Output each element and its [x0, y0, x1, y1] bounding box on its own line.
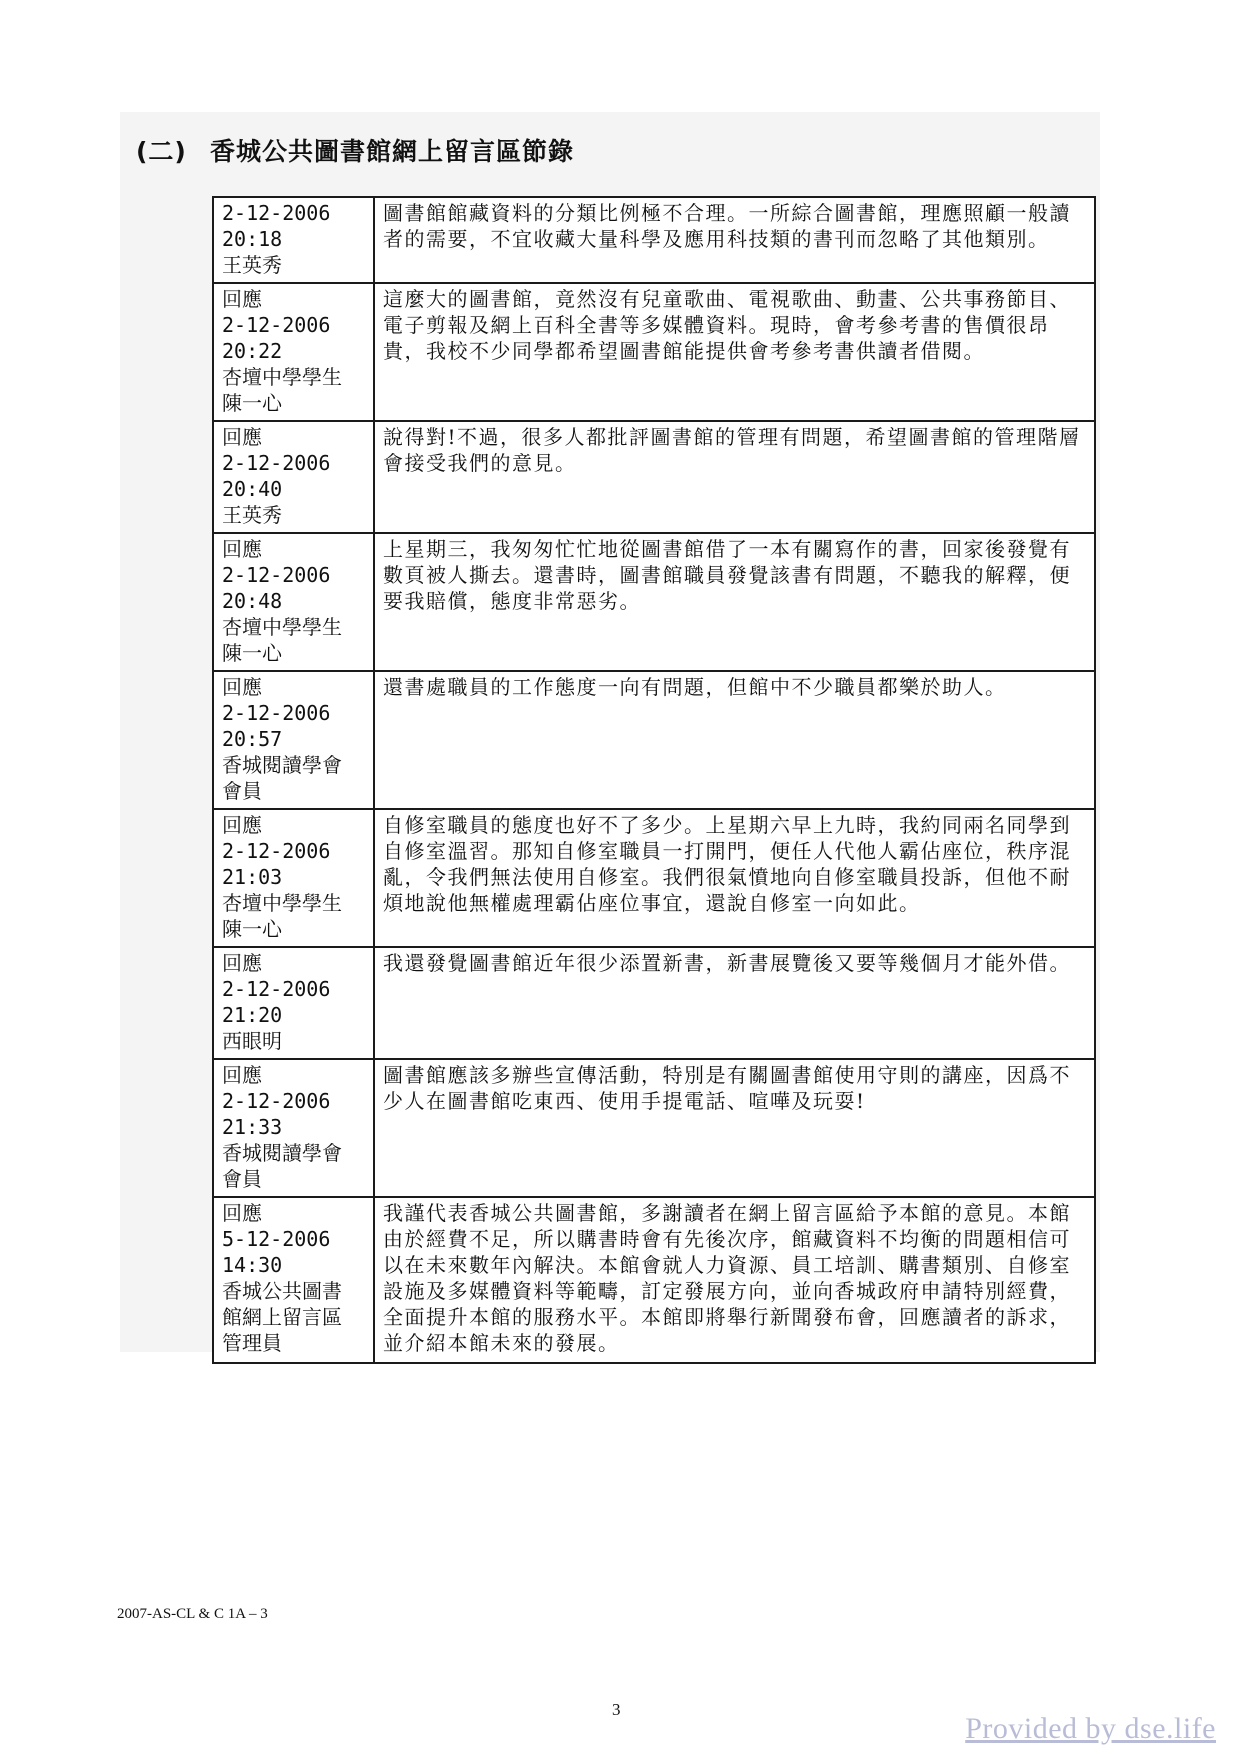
entry-date: 2-12-2006 — [222, 313, 331, 337]
entry-message: 這麼大的圖書館，竟然沒有兒童歌曲、電視歌曲、動畫、公共事務節目、電子剪報及網上百科全書等多媒體資料。現時，會考參考書的售價很昂貴，我校不少同學都希望圖書館能提供會考參考書供讀者借閱。 — [374, 283, 1095, 421]
entry-time: 21:03 — [222, 865, 283, 889]
entry-reply-label: 回應 — [222, 537, 262, 561]
entry-meta-cell — [213, 197, 374, 283]
entry-message: 說得對!不過，很多人都批評圖書館的管理有問題，希望圖書館的管理階層會接受我們的意見。 — [374, 421, 1095, 533]
entry-reply-label: 回應 — [222, 287, 262, 311]
entry-date: 2-12-2006 — [222, 563, 331, 587]
table-row — [213, 1059, 1095, 1197]
entry-meta-cell — [213, 1197, 374, 1363]
section-heading — [136, 132, 574, 168]
entry-date: 2-12-2006 — [222, 839, 331, 863]
entry-time: 21:20 — [222, 1003, 283, 1027]
entry-meta-cell — [213, 533, 374, 671]
entry-time: 20:48 — [222, 589, 283, 613]
entry-time: 20:40 — [222, 477, 283, 501]
entry-author: 香城公共圖書 館網上留言區 管理員 — [222, 1279, 342, 1355]
entry-reply-label: 回應 — [222, 675, 262, 699]
entry-author: 杏壇中學學生 陳一心 — [222, 615, 342, 665]
entry-message: 圖書館應該多辦些宣傳活動，特別是有關圖書館使用守則的講座，因爲不少人在圖書館吃東西、使用手提電話、喧嘩及玩耍! — [374, 1059, 1095, 1197]
entry-author: 杏壇中學學生 陳一心 — [222, 365, 342, 415]
table-row — [213, 283, 1095, 421]
entry-meta-cell — [213, 809, 374, 947]
entry-date: 2-12-2006 — [222, 201, 331, 225]
page-number: 3 — [612, 1700, 621, 1719]
table-row — [213, 1197, 1095, 1363]
entry-time: 21:33 — [222, 1115, 283, 1139]
entry-date: 2-12-2006 — [222, 701, 331, 725]
table-row — [213, 947, 1095, 1059]
entry-date: 2-12-2006 — [222, 451, 331, 475]
entry-meta-cell — [213, 671, 374, 809]
entry-message: 我謹代表香城公共圖書館，多謝讀者在網上留言區給予本館的意見。本館由於經費不足，所以購書時會有先後次序，館藏資料不均衡的問題相信可以在未來數年內解決。本館會就人力資源、員工培訓、購書類別、自修室設施及多媒體資料等範疇，訂定發展方向，並向香城政府申請特別經費，全面提升本館的服務水平。本館即將舉行新聞發布會，回應讀者的訴求，並介紹本館未來的發展。 — [374, 1197, 1095, 1363]
section-title: 香城公共圖書館網上留言區節錄 — [210, 137, 575, 166]
entry-time: 20:22 — [222, 339, 283, 363]
entry-time: 20:57 — [222, 727, 283, 751]
entry-reply-label: 回應 — [222, 951, 262, 975]
entry-author: 西眼明 — [222, 1029, 282, 1053]
entry-message: 上星期三，我匆匆忙忙地從圖書館借了一本有關寫作的書，回家後發覺有數頁被人撕去。還書時，圖書館職員發覺該書有問題，不聽我的解釋，便要我賠償，態度非常惡劣。 — [374, 533, 1095, 671]
entry-author: 王英秀 — [222, 253, 282, 277]
entry-author: 香城閱讀學會 會員 — [222, 1141, 342, 1191]
table-row — [213, 421, 1095, 533]
entry-date: 2-12-2006 — [222, 977, 331, 1001]
entry-message: 自修室職員的態度也好不了多少。上星期六早上九時，我約同兩名同學到自修室溫習。那知自修室職員一打開門，便任人代他人霸佔座位，秩序混亂，令我們無法使用自修室。我們很氣憤地向自修室職員投訴，但他不耐煩地說他無權處理霸佔座位事宜，還說自修室一向如此。 — [374, 809, 1095, 947]
table-row — [213, 671, 1095, 809]
entry-time: 14:30 — [222, 1253, 283, 1277]
entry-meta-cell — [213, 421, 374, 533]
entry-message: 圖書館館藏資料的分類比例極不合理。一所綜合圖書館，理應照顧一般讀者的需要，不宜收藏大量科學及應用科技類的書刊而忽略了其他類別。 — [374, 197, 1095, 283]
entry-meta-cell — [213, 283, 374, 421]
table-row — [213, 533, 1095, 671]
message-log-table — [212, 196, 1096, 1364]
watermark-link[interactable]: Provided by dse.life — [965, 1712, 1216, 1745]
entry-time: 20:18 — [222, 227, 283, 251]
entry-reply-label: 回應 — [222, 813, 262, 837]
entry-meta-cell — [213, 947, 374, 1059]
table-row — [213, 197, 1095, 283]
entry-date: 2-12-2006 — [222, 1089, 331, 1113]
entry-author: 王英秀 — [222, 503, 282, 527]
entry-author: 杏壇中學學生 陳一心 — [222, 891, 342, 941]
entry-reply-label: 回應 — [222, 425, 262, 449]
entry-meta-cell — [213, 1059, 374, 1197]
entry-author: 香城閱讀學會 會員 — [222, 753, 342, 803]
entry-message: 我還發覺圖書館近年很少添置新書，新書展覽後又要等幾個月才能外借。 — [374, 947, 1095, 1059]
entry-reply-label: 回應 — [222, 1063, 262, 1087]
entry-message: 還書處職員的工作態度一向有問題，但館中不少職員都樂於助人。 — [374, 671, 1095, 809]
table-row — [213, 809, 1095, 947]
entry-date: 5-12-2006 — [222, 1227, 331, 1251]
paper-code: 2007-AS-CL & C 1A – 3 — [117, 1606, 268, 1622]
entry-reply-label: 回應 — [222, 1201, 262, 1225]
section-number: (二) — [136, 137, 187, 166]
